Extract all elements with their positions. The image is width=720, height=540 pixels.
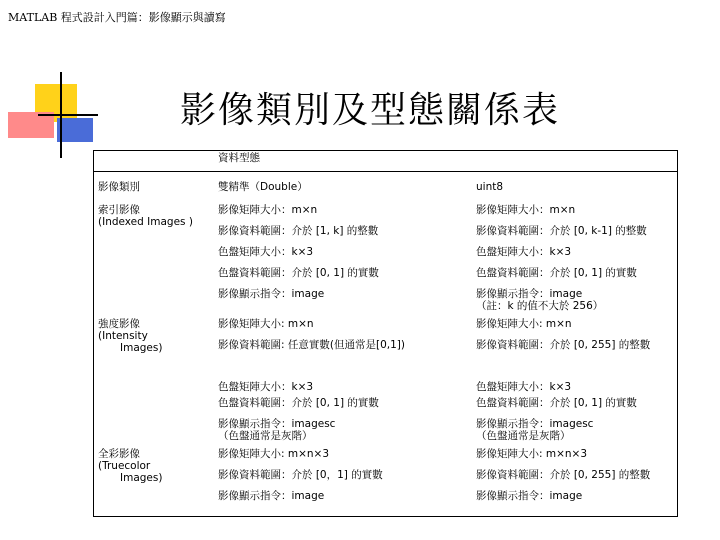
table-cell: 色盤資料範圍：介於 [0, 1] 的實數 (476, 397, 637, 409)
table-cell: 影像顯示指令：image (476, 490, 583, 502)
column-header-row (94, 172, 678, 203)
table-cell: 影像矩陣大小: m×n×3 (218, 448, 330, 460)
table-cell: 影像顯示指令：imagesc （色盤通常是灰階） (218, 418, 336, 442)
truecolor-label: 全彩影像 (Truecolor Images) (98, 448, 163, 484)
blue-square (57, 118, 93, 142)
table-cell: 色盤矩陣大小：k×3 (218, 246, 314, 258)
table-cell: 影像顯示指令：image (218, 490, 325, 502)
table-cell: 色盤資料範圍：介於 [0, 1] 的實數 (218, 267, 379, 279)
table-cell: 影像資料範圍：介於 [0, 255] 的整數 (476, 339, 651, 351)
table-cell: 影像資料範圍：介於 [0, 255] 的整數 (476, 469, 651, 481)
table-cell: 影像矩陣大小: m×n (218, 318, 314, 330)
table-cell: 影像矩陣大小: m×n×3 (476, 448, 588, 460)
table-cell: 影像矩陣大小：m×n (218, 204, 318, 216)
table-cell: 影像顯示指令：imagesc （色盤通常是灰階） (476, 418, 594, 442)
row-header: 影像類別 (98, 181, 140, 193)
col-double-header: 雙精準（Double） (218, 181, 308, 193)
table-cell: 色盤資料範圍：介於 [0, 1] 的實數 (218, 397, 379, 409)
indexed-label: 索引影像 (Indexed Images ) (98, 204, 193, 228)
table-cell: 影像資料範圍: 任意實數(但通常是[0,1]) (218, 339, 405, 351)
table-row (94, 446, 678, 467)
table-row (94, 202, 678, 223)
table-cell: 影像資料範圍：介於 [0, k-1] 的整數 (476, 225, 647, 237)
image-type-table (94, 150, 678, 509)
col-uint8-header: uint8 (476, 181, 504, 193)
horizontal-line (38, 114, 98, 116)
table-header-row (94, 150, 678, 172)
table-cell: 色盤矩陣大小：k×3 (476, 381, 572, 393)
table-cell: 影像顯示指令：image （註：k 的值不大於 256） (476, 288, 604, 312)
table-cell: 影像顯示指令：image (218, 288, 325, 300)
table-cell: 影像矩陣大小: m×n (476, 318, 572, 330)
data-type-header: 資料型態 (204, 150, 462, 172)
table-cell: 色盤矩陣大小：k×3 (218, 381, 314, 393)
table-cell: 色盤資料範圍：介於 [0, 1] 的實數 (476, 267, 637, 279)
table-cell: 影像矩陣大小：m×n (476, 204, 576, 216)
table-cell: 影像資料範圍：介於 [1, k] 的整數 (218, 225, 379, 237)
table-row (94, 316, 678, 337)
slide-header: MATLAB 程式設計入門篇：影像顯示與讀寫 (8, 11, 226, 24)
intensity-label: 強度影像 (Intensity Images) (98, 318, 163, 354)
slide-title: 影像類別及型態關係表 (180, 90, 561, 131)
table-cell: 色盤矩陣大小：k×3 (476, 246, 572, 258)
table-cell: 影像資料範圍：介於 [0，1] 的實數 (218, 469, 383, 481)
